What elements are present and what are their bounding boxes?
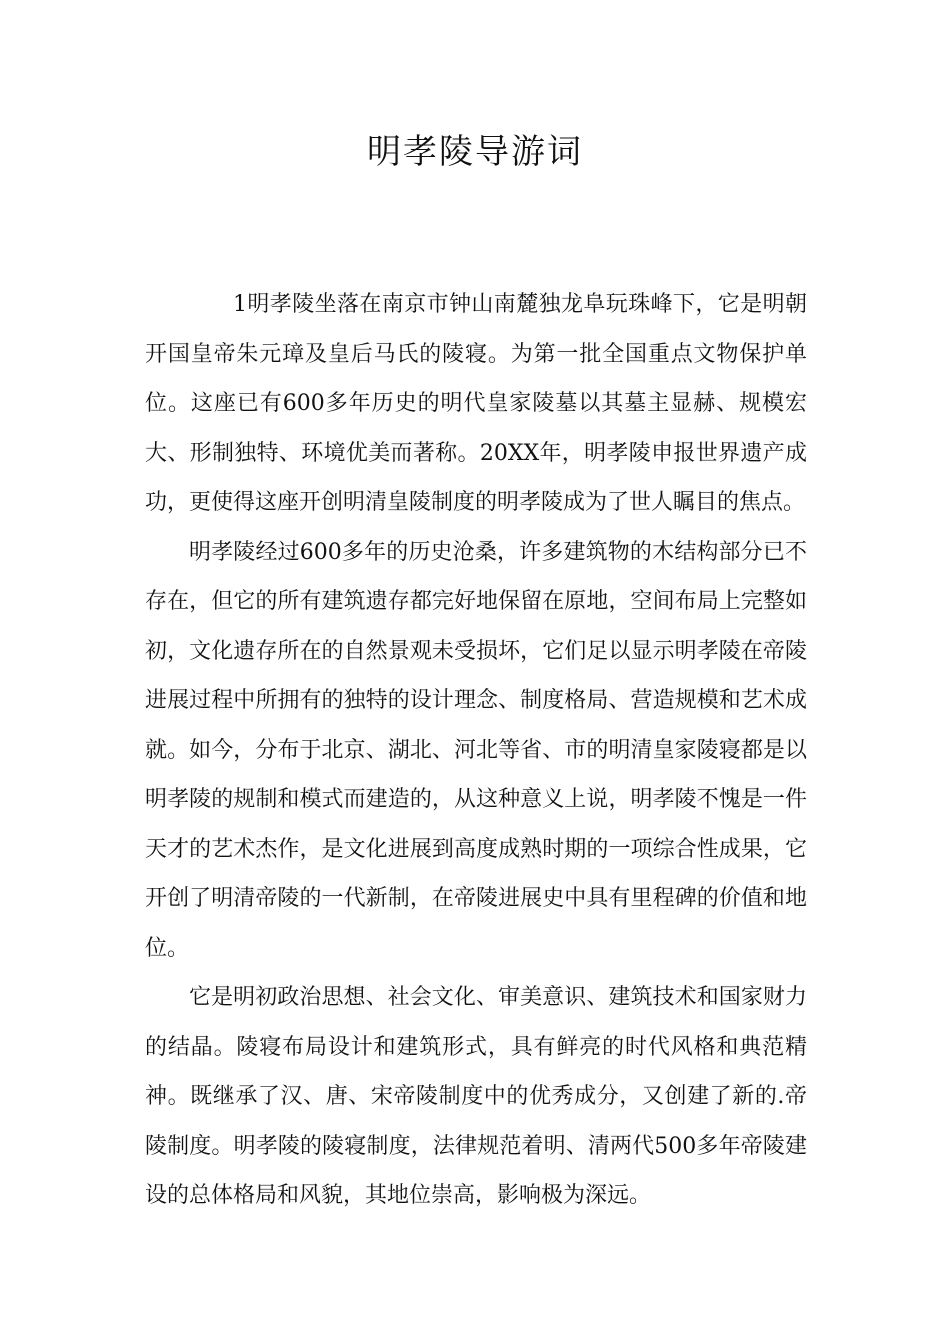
paragraph-1 [145, 280, 807, 528]
paragraph-2: 明孝陵经过600多年的历史沧桑，许多建筑物的木结构部分已不存在，但它的所有建筑遗存都完好地保留在原地，空间布局上完整如初，文化遗存所在的自然景观未受损坏，它们足以显示明孝陵在帝陵进展过程中所拥有的独特的设计理念、制度格局、营造规模和艺术成就。如今，分布于北京、湖北、河北等省、市的明清皇家陵寝都是以明孝陵的规制和模式而建造的，从这种意义上说，明孝陵不愧是一件天才的艺术杰作，是文化进展到高度成熟时期的一项综合性成果，它开创了明清帝陵的一代新制，在帝陵进展史中具有里程碑的价值和地位。 [145, 539, 807, 961]
paragraph-1-text: 明孝陵坐落在南京市钟山南麓独龙阜玩珠峰下，它是明朝开国皇帝朱元璋及皇后马氏的陵寝。为第一批全国重点文物保护单位。这座已有600多年历史的明代皇家陵墓以其墓主显赫、规模宏大、形制独特、环境优美而著称。20XX年，明孝陵申报世界遗产成功，更使得这座开创明清皇陵制度的明孝陵成为了世人瞩目的焦点。 [145, 292, 807, 515]
document-title: 明孝陵导游词 [367, 132, 583, 172]
document-body [145, 280, 807, 1221]
paragraph-3: 它是明初政治思想、社会文化、审美意识、建筑技术和国家财力的结晶。陵寝布局设计和建筑形式，具有鲜亮的时代风格和典范精神。既继承了汉、唐、宋帝陵制度中的优秀成分，又创建了新的.帝陵制度。明孝陵的陵寝制度，法律规范着明、清两代500多年帝陵建设的总体格局和风貌，其地位崇高，影响极为深远。 [145, 985, 807, 1208]
paragraph-number: 1 [233, 292, 247, 317]
